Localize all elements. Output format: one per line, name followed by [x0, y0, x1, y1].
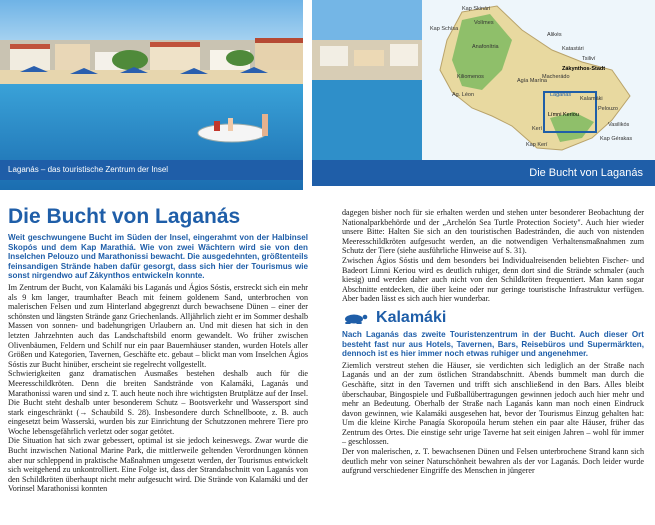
- article-column-right: [342, 208, 644, 476]
- kalamaki-heading: Kalamáki: [376, 308, 447, 326]
- map-label-kap-skinari: Kap Skinári: [462, 6, 491, 12]
- svg-text:Ag. Léon: Ag. Léon: [452, 92, 475, 98]
- svg-text:Kalamáki: Kalamáki: [580, 96, 603, 102]
- svg-text:Kerí: Kerí: [532, 126, 543, 132]
- turtle-icon: [342, 312, 368, 324]
- svg-text:Alikés: Alikés: [547, 32, 562, 38]
- kalamaki-intro: Nach Laganás das zweite Touristenzentrum in der Bucht. Auch dieser Ort besteht fast nur aus Hotels, Tavernen, Bars, Reisebüros und Supermärkten, dennoch ist es hier immer noch etwas ruhiger und angenehmer.: [342, 329, 644, 359]
- article-paragraph: Schwierigkeiten ganz dramatischen Ausmaßes bestehen deshalb auch für die Meeresschildkröten. Denn die breiten Sandstrände von Kalamáki, Laganás und Marathonissi waren und sind z. T. auch heute noch ihre wichtigsten Brutplätze auf der Insel. Die Bucht steht deshalb unter besonderem Schutz – Bootsverkehr und Wassersport sind stark eingeschränkt (→ Schaubild S. 28). Insbesondere durch Schnellboote, z. B. auch eingesetzt beim Wasserski, wurden bis zur Einrichtung der Schutzzonen mehrere Tiere pro Woche lebensgefährlich verletzt oder sogar getötet.: [8, 369, 308, 436]
- svg-text:Katastári: Katastári: [562, 46, 584, 52]
- article-paragraph: Die Situation hat sich zwar gebessert, optimal ist sie jedoch keineswegs. Zwar wurde die Bucht inzwischen National Marine Park, die mittlerweile geltenden Verordnungen können aber nur schleppend in praktische Maßnahmen umgesetzt werden, der Tourismus entwickelt sich weitgehend zu unkontrolliert. Eine Folge ist, dass der Strandabschnitt von Laganás von den Schildkröten überhaupt nicht mehr aufgesucht wird. Die Strände von Kalamáki und der Vorinsel Marathonissi konnten: [8, 436, 308, 494]
- svg-text:Agía Marína: Agía Marína: [517, 78, 547, 84]
- svg-text:Laganás: Laganás: [550, 92, 572, 98]
- article-paragraph: Im Zentrum der Bucht, von Kalamáki bis Laganás und Ágios Sóstis, erstreckt sich ein mehr als 9 km langer, traumhafter Beach mit feinem goldenem Sand, unterbrochen von malerischen Felsen und zum Hinterland abgegrenzt durch bewachsene Dünen – einer der schönsten und längsten Strände ganz Griechenlands. Alljährlich zieht er im Sommer deshalb Massen von sonnen- und badehungrigen Urlaubern an. Und mit diesen hat sich in den letzten Jahrzehnten auch das Landschaftsbild enorm gewandelt. Wo früher zwischen Olivenbäumen, Feldern und Schilf nur ein paar Bauernhäuser standen, wurden Hotels aller Größen und Kategorien, Tavernen, Geschäfte etc. gebaut – blickt man vom Inselchen Ágios Sóstis zur Bucht hinüber, erscheint sie regelrecht vollgestellt.: [8, 282, 308, 369]
- article-column-left: [8, 205, 308, 494]
- svg-text:Kiliomenos: Kiliomenos: [457, 74, 484, 80]
- svg-text:Zákynthos-Stadt: Zákynthos-Stadt: [562, 66, 606, 72]
- article-title: Die Bucht von Laganás: [8, 205, 241, 228]
- svg-text:Tsiliví: Tsiliví: [582, 56, 596, 62]
- kalamaki-heading-row: [342, 308, 644, 328]
- svg-text:Volímes: Volímes: [474, 20, 494, 26]
- svg-text:Anafonítria: Anafonítria: [472, 44, 499, 50]
- photo-caption-right: Die Bucht von Laganás: [312, 160, 655, 186]
- svg-text:Vasilikós: Vasilikós: [608, 122, 630, 128]
- article-intro: Weit geschwungene Bucht im Süden der Insel, eingerahmt von der Halbinsel Skopós und dem Kap Marathiá. Wie von zwei Wächtern wird sie von den Inselchen Pelouzo und Marathonissi bewacht. Die ausgedehnten, größtenteils feinsandigen Strände haben dafür gesorgt, dass sich hier der Tourismus wie sonst nirgendwo auf Zákynthos entwickeln konnte.: [8, 233, 308, 281]
- svg-text:Pelouzo: Pelouzo: [598, 106, 618, 112]
- photo-caption-left: Laganás – das touristische Zentrum der Insel: [0, 160, 303, 180]
- article-paragraph: Ziemlich verstreut stehen die Häuser, sie verdichten sich lediglich an der Straße nach Laganás und an der zum östlichen Strandabschnitt. Abends bummelt man durch die Geschäfte, sitzt in den Tavernen und trifft sich anschließend in den Bars. Alles bleibt überschaubar, Bingospiele und Fußballübertragungen gewinnen jedoch auch hier mehr und mehr an Bedeutung. Oberhalb der Straße nach Laganás kann man noch einen Eindruck davon gewinnen, wie Kalamáki ausgesehen hat, bevor der Tourismus Einzug gehalten hat: Um die kleine Kirche Panagía Skoropoúla herum stehen ein paar alte Häuser, früher das Zentrum des Ortes. Die einstige sehr urige Taverne hat seit einigen Jahren – wohl für immer – geschlossen.: [342, 360, 644, 447]
- article-paragraph: Der von malerischen, z. T. bewachsenen Dünen und Felsen unterbrochene Strand kann sich deutlich mehr von seiner Naturschönheit bewahren als der vor Laganás. Doch leider wurde aufgrund verschiedener Eingriffe des Menschen in jüngerer: [342, 447, 644, 476]
- article-paragraph: dagegen bisher noch für sie erhalten werden und stehen unter besonderer Beobachtung der Nationalparkbehörde und der „Archelón Sea Turtle Protection Society". Auch hier wieder unsere Bitte: Halten Sie sich an den touristischen Badestränden, die auch von nistenden Meeresschildkröten aufgesucht werden, an die notwendigen Verhaltensmaßnahmen zum Schutz der Tiere (siehe ausführliche Hinweise auf S. 31).: [342, 208, 644, 256]
- svg-text:Macherádo: Macherádo: [542, 74, 570, 80]
- svg-text:Kap Kerí: Kap Kerí: [526, 142, 548, 148]
- article-paragraph: Zwischen Ágios Sóstis und dem besonders bei Individualreisenden beliebten Fischer- und Badeort Límni Keriou wird es deutlich ruhiger, denn dort sind die Strände schmaler (auch kiesig) und werden daher auch nicht von den Schildkröten frequentiert. Man kann sogar Abschnitte entdecken, die über keine oder nur geringe touristische Infrastruktur verfügen. Aber baden lässt es sich auch hier wunderbar.: [342, 255, 644, 304]
- svg-text:Kap Gérakas: Kap Gérakas: [600, 136, 633, 142]
- svg-text:Kap Schísa: Kap Schísa: [430, 26, 459, 32]
- svg-text:Límni Keriou: Límni Keriou: [548, 112, 579, 118]
